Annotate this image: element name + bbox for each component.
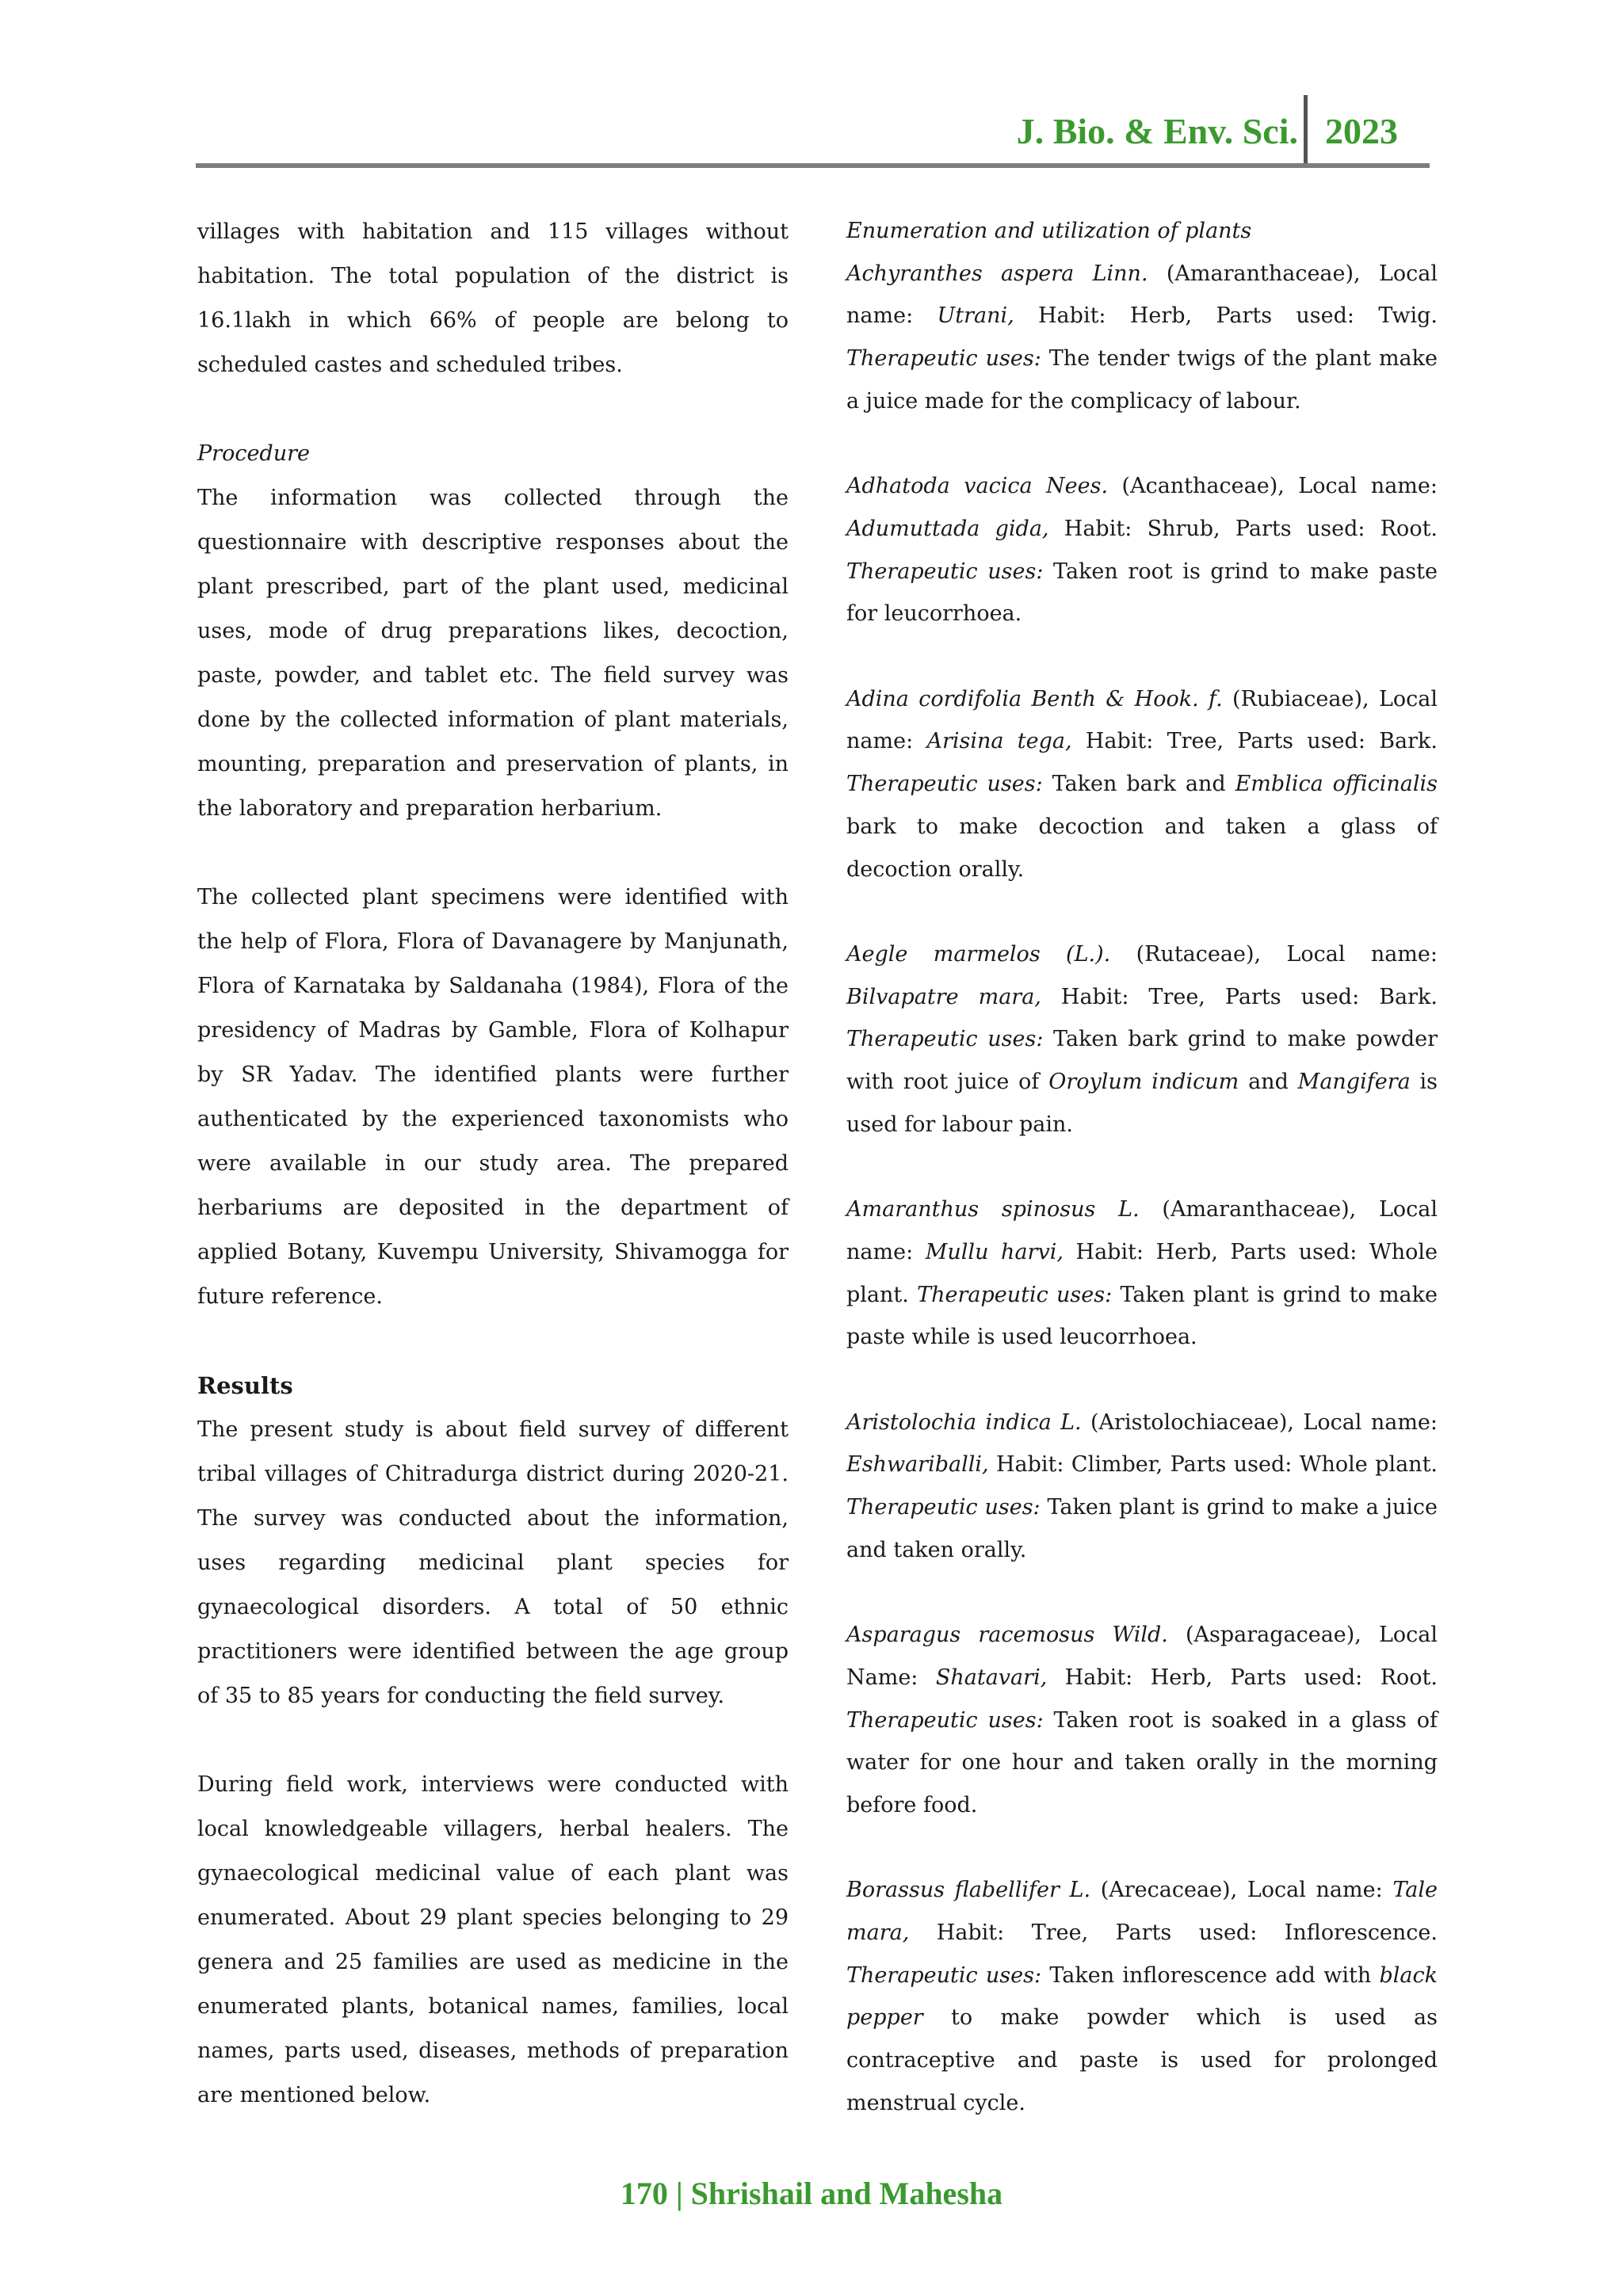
- plant-entry: Adhatoda vacica Nees. (Acanthaceae), Local name: Adumuttada gida, Habit: Shrub, Parts used: Root. Therapeutic uses: Taken root is grind to make paste for leucorrhoea.: [846, 474, 1438, 627]
- plant-entry: Amaranthus spinosus L. (Amaranthaceae), Local name: Mullu harvi, Habit: Herb, Parts used: Whole plant. Therapeutic uses: Taken plant is grind to make paste while is used leucorrhoea.: [846, 1197, 1438, 1350]
- botanical-name: Achyranthes aspera Linn.: [846, 261, 1148, 286]
- local-name: Tale mara,: [846, 1878, 1438, 1946]
- enumeration-heading: Enumeration and utilization of plants: [846, 219, 1252, 243]
- local-name: Arisina tega,: [926, 729, 1072, 754]
- therapeutic-label: Therapeutic uses:: [846, 772, 1043, 797]
- species-name: black pepper: [846, 1962, 1438, 2031]
- plant-entry: Asparagus racemosus Wild. (Asparagaceae), Local Name: Shatavari, Habit: Herb, Parts used: Root. Therapeutic uses: Taken root is soaked in a glass of water for one hour and taken orally in the morning before food.: [846, 1623, 1438, 1817]
- plant-entry: Borassus flabellifer L. (Arecaceae), Local name: Tale mara, Habit: Tree, Parts used: Inflorescence. Therapeutic uses: Taken inflorescence add with black pepper to make powder which is used as contraceptive and paste is used for prolonged menstrual cycle.: [846, 1878, 1438, 2115]
- right-column: [846, 210, 1438, 2125]
- species-name: Oroylum indicum: [1048, 1070, 1239, 1095]
- therapeutic-label: Therapeutic uses:: [846, 1707, 1044, 1733]
- botanical-name: Borassus flabellifer L.: [846, 1878, 1091, 1903]
- botanical-name: Adina cordifolia Benth & Hook. f.: [846, 686, 1223, 711]
- page-footer: 170 | Shrishail and Mahesha: [620, 2176, 1003, 2211]
- paragraph-identification: The collected plant specimens were identified with the help of Flora, Flora of Davanagere by Manjunath, Flora of Karnataka by Saldanaha (1984), Flora of the presidency of Madras by Gamble, Flora of Kolhapur by SR Yadav. The identified plants were further authenticated by the experienced taxonomists who were available in our study area. The prepared herbariums are deposited in the department of applied Botany, Kuvempu University, Shivamogga for future reference.: [197, 885, 789, 1309]
- local-name: Mullu harvi,: [925, 1239, 1064, 1264]
- results-heading: Results: [197, 1372, 293, 1399]
- species-name: Emblica officinalis: [1235, 772, 1438, 797]
- plant-entry: Aristolochia indica L. (Aristolochiaceae), Local name: Eshwariballi, Habit: Climber, Parts used: Whole plant. Therapeutic uses: Taken plant is grind to make a juice and taken orally.: [846, 1409, 1438, 1562]
- paragraph-study-area: villages with habitation and 115 villages without habitation. The total population of the district is 16.1lakh in which 66% of people are belong to scheduled castes and scheduled tribes.: [197, 219, 789, 377]
- left-column: [197, 210, 789, 2118]
- botanical-name: Aristolochia indica L.: [846, 1409, 1082, 1435]
- therapeutic-label: Therapeutic uses:: [917, 1282, 1113, 1307]
- journal-year: 2023: [1325, 111, 1398, 151]
- species-name: Mangifera: [1297, 1070, 1411, 1095]
- paragraph-results: The present study is about field survey of different tribal villages of Chitradurga district during 2020-21. The survey was conducted about the information, uses regarding medicinal plant species for gynaecological disorders. A total of 50 ethnic practitioners were identified between the age group of 35 to 85 years for conducting the field survey.: [197, 1417, 789, 1708]
- plant-entry: Adina cordifolia Benth & Hook. f. (Rubiaceae), Local name: Arisina tega, Habit: Tree, Parts used: Bark. Therapeutic uses: Taken bark and Emblica officinalis bark to make decoction and taken a glass of decoction orally.: [846, 686, 1438, 882]
- local-name: Bilvapatre mara,: [846, 984, 1041, 1009]
- plant-entry: Aegle marmelos (L.). (Rutaceae), Local name: Bilvapatre mara, Habit: Tree, Parts used: Bark. Therapeutic uses: Taken bark grind to make powder with root juice of Oroylum indicum and Mangifera is used for labour pain.: [846, 941, 1438, 1137]
- therapeutic-label: Therapeutic uses:: [846, 559, 1044, 584]
- header-rule: [196, 163, 1430, 168]
- therapeutic-label: Therapeutic uses:: [846, 1962, 1042, 1988]
- therapeutic-label: Therapeutic uses:: [846, 1027, 1044, 1052]
- local-name: Eshwariballi,: [846, 1452, 989, 1478]
- therapeutic-label: Therapeutic uses:: [846, 1495, 1041, 1520]
- paragraph-procedure: The information was collected through the questionnaire with descriptive responses about the plant prescribed, part of the plant used, medicinal uses, mode of drug preparations likes, decoction, paste, powder, and tablet etc. The field survey was done by the collected information of plant materials, mounting, preparation and preservation of plants, in the laboratory and preparation herbarium.: [197, 486, 789, 821]
- botanical-name: Adhatoda vacica Nees.: [846, 474, 1109, 499]
- local-name: Shatavari,: [935, 1665, 1048, 1690]
- local-name: Utrani,: [937, 303, 1014, 329]
- therapeutic-label: Therapeutic uses:: [846, 346, 1041, 372]
- procedure-heading: Procedure: [197, 441, 310, 466]
- header-separator: [1304, 95, 1308, 168]
- botanical-name: Asparagus racemosus Wild.: [846, 1623, 1168, 1648]
- botanical-name: Amaranthus spinosus L.: [846, 1197, 1140, 1222]
- local-name: Adumuttada gida,: [846, 516, 1049, 541]
- paragraph-fieldwork: During field work, interviews were conducted with local knowledgeable villagers, herbal healers. The gynaecological medicinal value of each plant was enumerated. About 29 plant species belonging to 29 genera and 25 families are used as medicine in the enumerated plants, botanical names, families, local names, parts used, diseases, methods of preparation are mentioned below.: [197, 1772, 789, 2107]
- botanical-name: Aegle marmelos (L.).: [846, 941, 1111, 967]
- plant-entry: Achyranthes aspera Linn. (Amaranthaceae), Local name: Utrani, Habit: Herb, Parts used: Twig. Therapeutic uses: The tender twigs of the plant make a juice made for the complicacy of labour.: [846, 261, 1438, 414]
- journal-title: J. Bio. & Env. Sci.: [1016, 111, 1298, 151]
